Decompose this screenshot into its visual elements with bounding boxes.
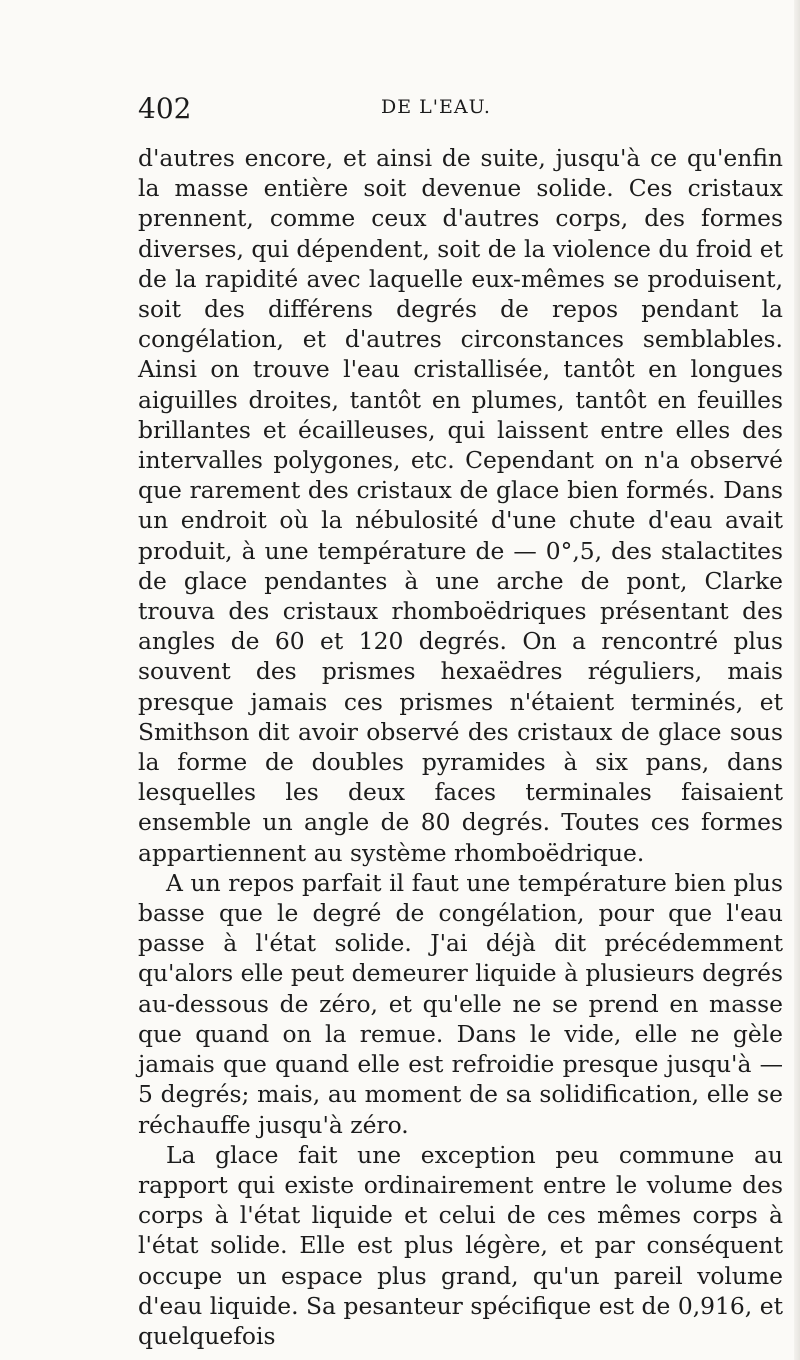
page-header — [138, 92, 778, 132]
body-text — [138, 143, 783, 1351]
page-number: 402 — [138, 92, 192, 125]
running-head: DE L'EAU. — [381, 96, 491, 118]
paragraph-ice-density: La glace fait une exception peu commune au rapport qui existe ordinairement entre le volume des corps à l'état liquide et celui de ces mêmes corps à l'état solide. Elle est plus légère, et par conséquent occupe un espace plus grand, qu'un pareil volume d'eau liquide. Sa pesanteur spécifique est de 0,916, et quelquefois — [138, 1140, 783, 1350]
page-edge — [794, 0, 800, 1360]
paragraph-continuation: d'autres encore, et ainsi de suite, jusqu'à ce qu'enfin la masse entière soit devenue solide. Ces cristaux prennent, comme ceux d'autres corps, des formes diverses, qui dépendent, soit de la violence du froid et de la rapidité avec laquelle eux-mêmes se produisent, soit des différens degrés de repos pendant la congélation, et d'autres circonstances semblables. Ainsi on trouve l'eau cristallisée, tantôt en longues aiguilles droites, tantôt en plumes, tantôt en feuilles brillantes et écailleuses, qui laissent entre elles des intervalles polygones, etc. Cependant on n'a observé que rarement des cristaux de glace bien formés. Dans un endroit où la nébulosité d'une chute d'eau avait produit, à une température de — 0°,5, des stalactites de glace pendantes à une arche de pont, Clarke trouva des cristaux rhomboëdriques présentant des angles de 60 et 120 degrés. On a rencontré plus souvent des prismes hexaëdres réguliers, mais presque jamais ces prismes n'étaient terminés, et Smithson dit avoir observé des cristaux de glace sous la forme de doubles pyramides à six pans, dans lesquelles les deux faces terminales faisaient ensemble un angle de 80 degrés. Toutes ces formes appartiennent au système rhomboëdrique. — [138, 144, 783, 867]
paragraph-supercooling: A un repos parfait il faut une température bien plus basse que le degré de congélation, pour que l'eau passe à l'état solide. J'ai déjà dit précédemment qu'alors elle peut demeurer liquide à plusieurs degrés au-dessous de zéro, et qu'elle ne se prend en masse que quand on la remue. Dans le vide, elle ne gèle jamais que quand elle est refroidie presque jusqu'à — 5 degrés; mais, au moment de sa solidification, elle se réchauffe jusqu'à zéro. — [138, 868, 783, 1139]
